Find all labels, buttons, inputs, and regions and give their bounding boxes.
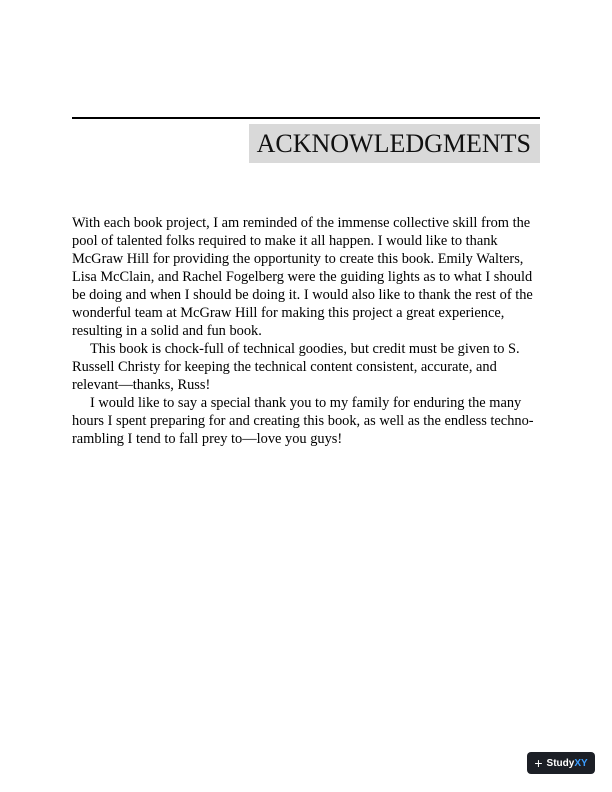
badge-label-primary: Study (546, 757, 575, 769)
plus-icon: + (534, 755, 543, 771)
studyxy-badge[interactable] (527, 752, 595, 774)
paragraph-1: With each book project, I am reminded of the immense collective skill from the pool of talented folks required to make it all happen. I would like to thank McGraw Hill for providing the opportunity to create this book. Emily Walters, Lisa McClain, and Rachel Fogelberg were the guiding lights as to what I should be doing and when I should be doing it. I would also like to thank the rest of the wonderful team at McGraw Hill for making this project a great experience, resulting in a solid and fun book. (72, 215, 533, 339)
body-text (72, 214, 542, 448)
page-title: ACKNOWLEDGMENTS (256, 128, 531, 158)
paragraph-3: I would like to say a special thank you to my family for enduring the many hours I spent preparing for and creating this book, as well as the endless techno-rambling I tend to fall prey to—love you guys! (72, 395, 534, 447)
badge-label (547, 758, 588, 769)
top-rule (72, 117, 540, 119)
badge-label-accent: XY (574, 757, 588, 769)
heading-box (249, 124, 540, 163)
paragraph-2: This book is chock-full of technical goodies, but credit must be given to S. Russell Christy for keeping the technical content consistent, accurate, and relevant—thanks, Russ! (72, 341, 520, 393)
